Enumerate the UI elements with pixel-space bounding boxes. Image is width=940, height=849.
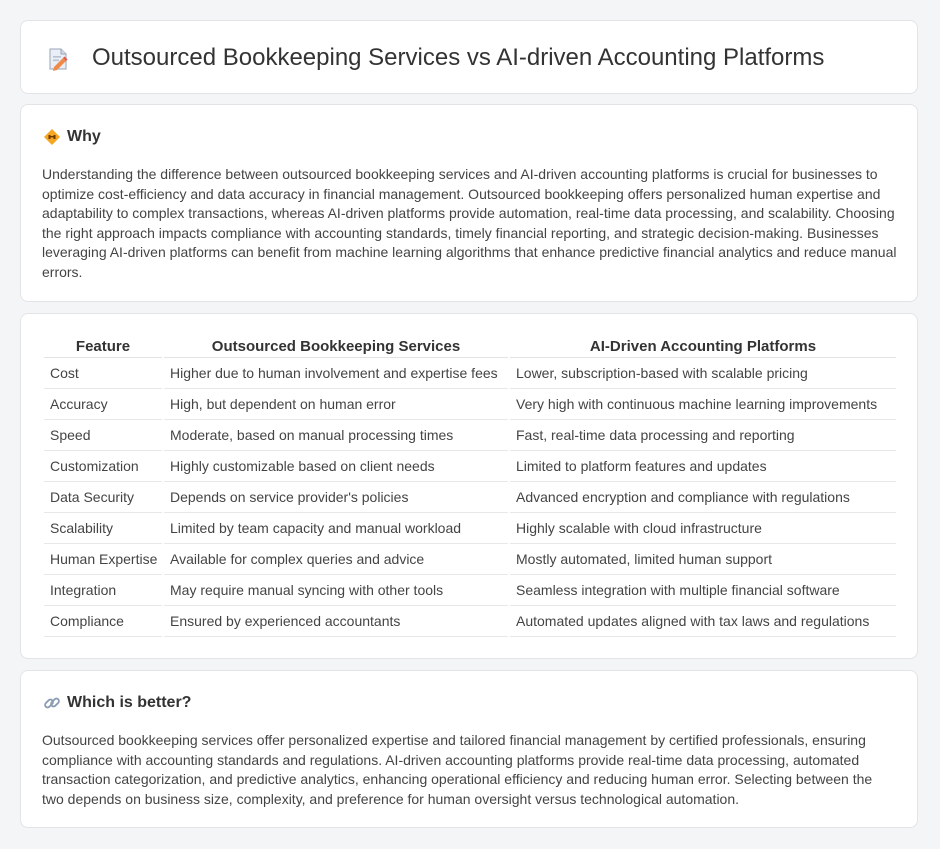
better-heading-text: Which is better? [67,694,192,711]
page-title: Outsourced Bookkeeping Services vs AI-driven Accounting Platforms [92,44,825,71]
better-body: Outsourced bookkeeping services offer personalized expertise and tailored financial management by certified professionals, ensuring compliance with accounting standards and regulations. AI-driven accounting platforms provide real-time data processing, automated transaction categorization, and predictive analytics, enhancing operational efficiency and reducing human error. Selecting between the two depends on business size, complexity, and preference for human oversight versus technological automation. [42,732,873,807]
ai-cell: Mostly automated, limited human support [510,544,896,575]
link-icon [43,694,61,712]
header-feature: Feature [44,335,162,358]
feature-cell: Integration [44,575,162,606]
outsourced-cell: Limited by team capacity and manual workload [164,513,508,544]
feature-cell: Customization [44,451,162,482]
outsourced-cell: Highly customizable based on client needs [164,451,508,482]
outsourced-cell: Ensured by experienced accountants [164,606,508,637]
ai-cell: Very high with continuous machine learning improvements [510,389,896,420]
outsourced-cell: Moderate, based on manual processing times [164,420,508,451]
table-row [44,451,896,482]
feature-cell: Cost [44,358,162,389]
which-is-better-section [20,670,918,828]
table-row [44,544,896,575]
table-row [44,513,896,544]
feature-cell: Accuracy [44,389,162,420]
feature-cell: Data Security [44,482,162,513]
feature-cell: Compliance [44,606,162,637]
outsourced-cell: Available for complex queries and advice [164,544,508,575]
feature-cell: Scalability [44,513,162,544]
ai-cell: Lower, subscription-based with scalable pricing [510,358,896,389]
why-heading-text: Why [67,128,101,145]
diamond-sign-icon [43,128,61,146]
better-heading [43,693,191,713]
outsourced-cell: High, but dependent on human error [164,389,508,420]
feature-cell: Speed [44,420,162,451]
table-row [44,358,896,389]
ai-cell: Highly scalable with cloud infrastructure [510,513,896,544]
table-row [44,482,896,513]
table-row [44,575,896,606]
ai-cell: Seamless integration with multiple financial software [510,575,896,606]
table-header-row [44,335,896,358]
table-row [44,606,896,637]
ai-cell: Automated updates aligned with tax laws and regulations [510,606,896,637]
comparison-table [42,335,898,637]
ai-cell: Limited to platform features and updates [510,451,896,482]
why-body: Understanding the difference between outsourced bookkeeping services and AI-driven accounting platforms is crucial for businesses to optimize cost-efficiency and data accuracy in financial management. Outsourced bookkeeping offers personalized human expertise and adaptability to complex transactions, whereas AI-driven platforms provide automation, real-time data processing, and scalability. Choosing the right approach impacts compliance with accounting standards, timely financial reporting, and strategic decision-making. Businesses leveraging AI-driven platforms can benefit from machine learning algorithms that enhance predictive financial analytics and reduce manual errors. [42,166,897,280]
outsourced-cell: Higher due to human involvement and expertise fees [164,358,508,389]
table-row [44,389,896,420]
header-ai-driven: AI-Driven Accounting Platforms [510,335,896,358]
outsourced-cell: Depends on service provider's policies [164,482,508,513]
why-heading [43,127,101,147]
header-outsourced: Outsourced Bookkeeping Services [164,335,508,358]
document-pencil-icon [47,47,69,71]
why-section [20,104,918,302]
comparison-section [20,313,918,659]
ai-cell: Fast, real-time data processing and reporting [510,420,896,451]
title-card [20,20,918,94]
feature-cell: Human Expertise [44,544,162,575]
table-row [44,420,896,451]
outsourced-cell: May require manual syncing with other tools [164,575,508,606]
ai-cell: Advanced encryption and compliance with regulations [510,482,896,513]
